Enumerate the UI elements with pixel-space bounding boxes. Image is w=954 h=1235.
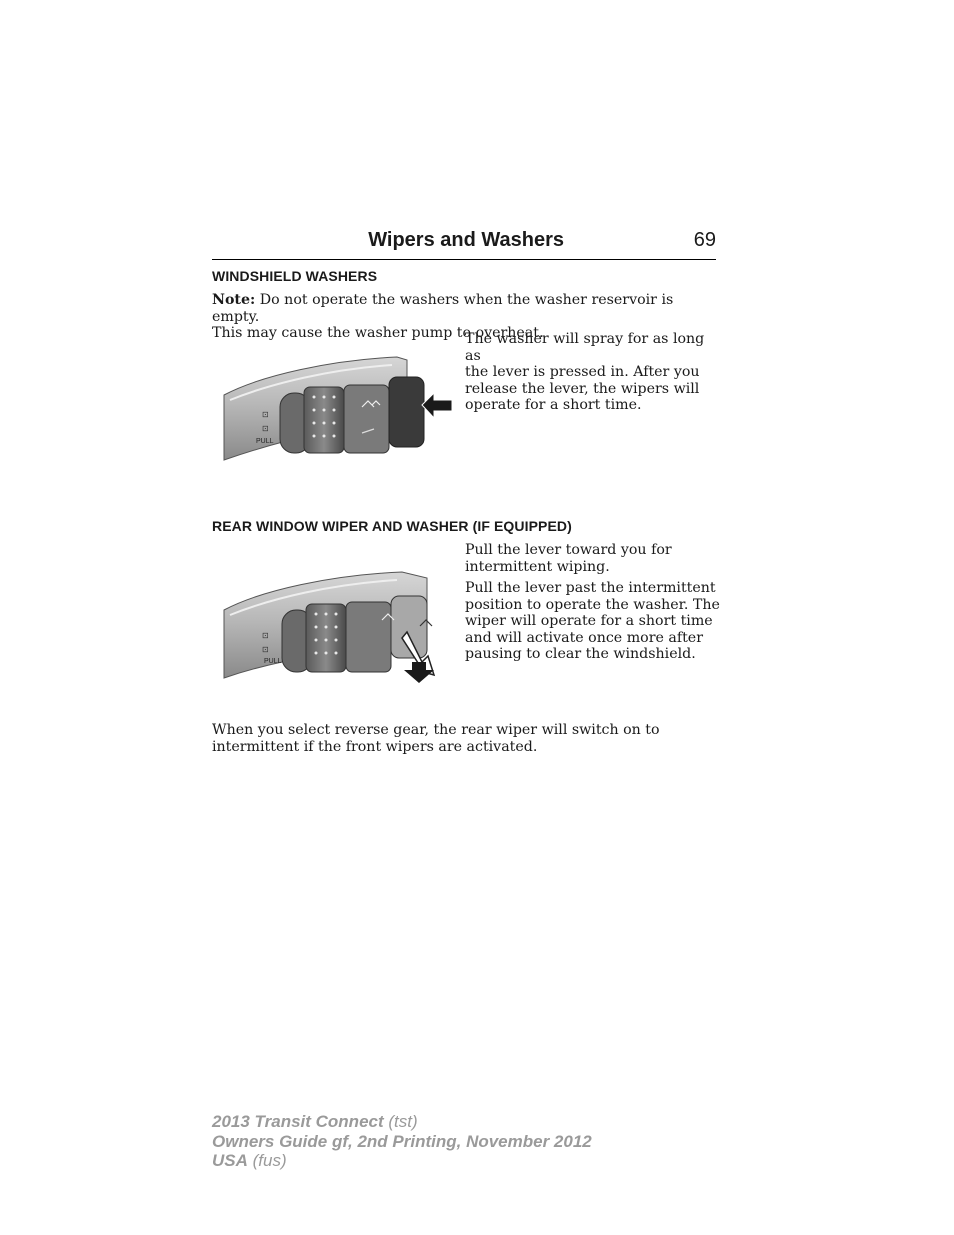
reverse-gear-paragraph <box>212 722 722 755</box>
washer-paragraph <box>465 331 720 414</box>
wiper-stalk-figure-push <box>222 355 457 465</box>
pull-label: PULL <box>256 438 274 445</box>
document-footer <box>212 1112 592 1171</box>
rear-wiper-paragraph-1 <box>465 542 720 575</box>
page-number: 69 <box>693 229 716 251</box>
rear-line: wiper will operate for a short time <box>465 613 713 629</box>
svg-text:⊡: ⊡ <box>262 631 269 640</box>
footer-line-2: Owners Guide gf, 2nd Printing, November 2012 <box>212 1131 592 1151</box>
washer-line: operate for a short time. <box>465 397 642 413</box>
rear-line: position to operate the washer. The <box>465 596 720 613</box>
closing-line: When you select reverse gear, the rear wiper will switch on to <box>212 722 660 738</box>
svg-text:⊡: ⊡ <box>262 645 269 654</box>
rear-line: intermittent wiping. <box>465 558 610 575</box>
note-label: Note: <box>212 292 256 308</box>
pull-label: PULL <box>264 658 282 665</box>
svg-text:⊡: ⊡ <box>262 424 269 433</box>
footer-line-3: USA (fus) <box>212 1151 287 1170</box>
washer-line: The washer will spray for as long as <box>465 331 705 364</box>
rear-wiper-paragraph-2 <box>465 580 720 663</box>
wiper-stalk-figure-pull <box>222 570 457 685</box>
note-text-line1: Do not operate the washers when the washer reservoir is empty. <box>212 292 674 325</box>
rear-line: Pull the lever past the intermittent <box>465 580 716 596</box>
note-text-line2: This may cause the washer pump to overheat. <box>212 325 544 341</box>
washer-line: the lever is pressed in. After you <box>465 364 700 380</box>
closing-line: intermittent if the front wipers are activated. <box>212 738 538 755</box>
footer-line-1: 2013 Transit Connect (tst) <box>212 1112 418 1131</box>
rear-line: and will activate once more after <box>465 629 703 646</box>
page-title: Wipers and Washers <box>368 229 564 251</box>
header-divider <box>212 259 716 260</box>
rear-line: Pull the lever toward you for <box>465 542 672 558</box>
section-heading-windshield-washers: WINDSHIELD WASHERS <box>212 268 378 284</box>
washer-line: release the lever, the wipers will <box>465 380 700 397</box>
push-arrow-icon <box>422 393 452 418</box>
svg-text:⊡: ⊡ <box>262 410 269 419</box>
rear-line: pausing to clear the windshield. <box>465 646 696 662</box>
section-heading-rear-wiper: REAR WINDOW WIPER AND WASHER (IF EQUIPPED) <box>212 518 572 534</box>
